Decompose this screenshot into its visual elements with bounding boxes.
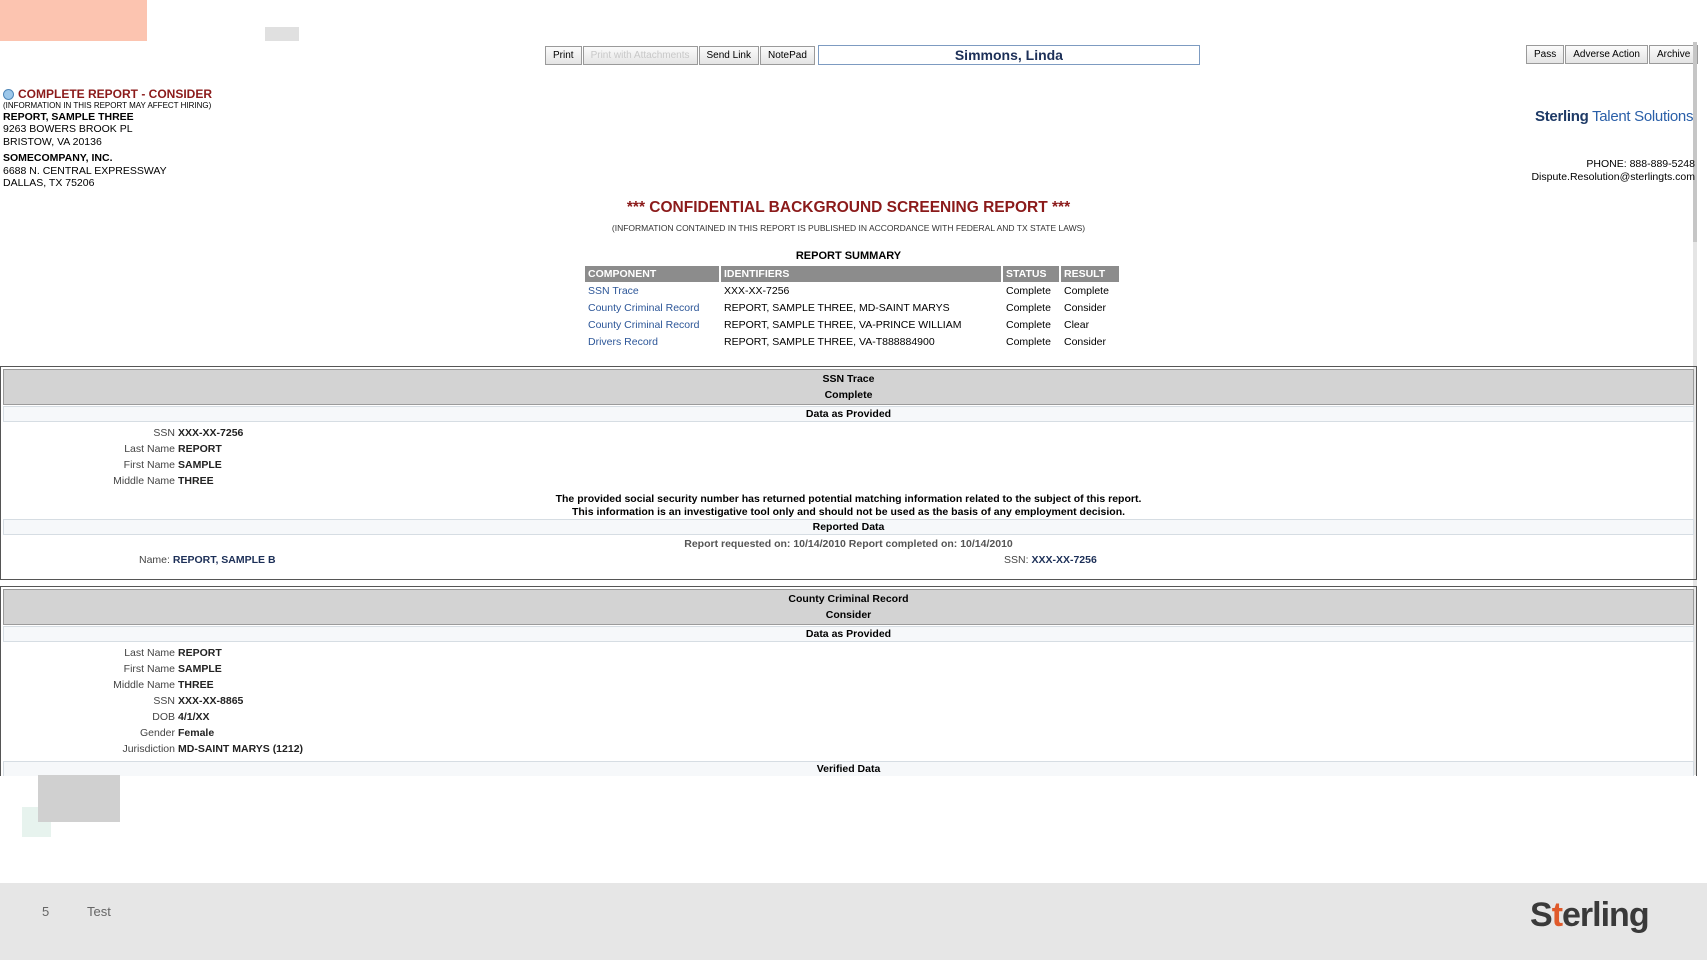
field-label: Last Name: [124, 647, 175, 659]
field-row: [1, 725, 1696, 741]
report-subtitle: (INFORMATION CONTAINED IN THIS REPORT IS PUBLISHED IN ACCORDANCE WITH FEDERAL AND TX STATE LAWS): [611, 223, 1086, 233]
field-row: [1, 677, 1696, 693]
subject-address-line1: 9263 BOWERS BROOK PL: [3, 123, 133, 135]
result-cell: Clear: [1064, 318, 1090, 331]
pass-button[interactable]: Pass: [1526, 45, 1564, 64]
contact-email[interactable]: Dispute.Resolution@sterlingts.com: [1531, 171, 1695, 183]
field-value: XXX-XX-8865: [178, 695, 244, 707]
footer-label: Test: [87, 904, 111, 919]
data-provided-header: Data as Provided: [3, 626, 1694, 642]
notice-line2: This information is an investigative tool only and should not be used as the basis of any employment decision.: [571, 505, 1126, 518]
identifier-cell: REPORT, SAMPLE THREE, VA-PRINCE WILLIAM: [724, 318, 962, 331]
field-value: Female: [178, 727, 215, 739]
field-value: SAMPLE: [178, 459, 222, 471]
table-row: [585, 299, 1120, 316]
component-link[interactable]: County Criminal Record: [588, 318, 700, 331]
field-value: THREE: [178, 475, 214, 487]
name-label: Name:: [139, 554, 170, 566]
logo-accent: t: [1551, 896, 1563, 934]
field-value: 4/1/XX: [178, 711, 210, 723]
col-component: COMPONENT: [585, 266, 720, 282]
component-link[interactable]: SSN Trace: [588, 284, 639, 297]
field-value: XXX-XX-7256: [178, 427, 244, 439]
decorative-block: [0, 0, 147, 41]
field-row: [1, 693, 1696, 709]
decorative-block: [38, 775, 120, 822]
section-header: [3, 589, 1694, 625]
slide-background: [0, 776, 1707, 883]
name-value: REPORT, SAMPLE B: [172, 554, 276, 566]
field-row: [1, 645, 1696, 661]
field-row: [1, 741, 1696, 757]
table-row: [585, 282, 1120, 299]
result-cell: Consider: [1064, 301, 1107, 314]
brand-name: Sterling: [1535, 108, 1589, 125]
subject-name: REPORT, SAMPLE THREE: [3, 110, 134, 123]
summary-header-row: [585, 266, 1120, 282]
field-label: SSN: [153, 427, 175, 439]
field-value: SAMPLE: [178, 663, 222, 675]
field-value: MD-SAINT MARYS (1212): [178, 743, 304, 755]
ssn-notice: [1, 493, 1696, 518]
ssn-label: SSN:: [1004, 554, 1029, 566]
status-cell: Complete: [1006, 318, 1051, 331]
archive-button[interactable]: Archive: [1649, 45, 1698, 64]
field-row: [1, 473, 1696, 489]
report-header: [3, 88, 212, 190]
notice-line1: The provided social security number has returned potential matching information related to the subject of this report.: [555, 493, 1142, 505]
col-identifiers: IDENTIFIERS: [720, 266, 1002, 282]
report-status: [3, 88, 212, 101]
field-label: First Name: [123, 459, 175, 471]
result-cell: Consider: [1064, 335, 1107, 348]
contact-info: [1531, 158, 1695, 184]
decision-toolbar: [1526, 45, 1699, 64]
notepad-button[interactable]: NotePad: [760, 46, 815, 65]
sterling-talent-logo: [1535, 108, 1693, 125]
ssn-trace-section: [0, 366, 1697, 580]
logo-part: erling: [1562, 896, 1649, 934]
slide-footer: [0, 883, 1707, 960]
report-title: *** CONFIDENTIAL BACKGROUND SCREENING REPORT ***: [626, 199, 1071, 216]
report-toolbar: [545, 45, 1200, 65]
reported-ssn: [1004, 554, 1097, 566]
table-row: [585, 316, 1120, 333]
status-dot-icon: [3, 89, 14, 100]
reported-data-header: Reported Data: [3, 519, 1694, 535]
reported-row: [1, 552, 1696, 570]
subject-address-line2: BRISTOW, VA 20136: [3, 135, 102, 148]
field-row: [1, 441, 1696, 457]
report-status-text: COMPLETE REPORT - CONSIDER: [18, 87, 213, 101]
field-row: [1, 425, 1696, 441]
logo-part: S: [1530, 896, 1552, 934]
decorative-block: [265, 27, 299, 41]
component-link[interactable]: County Criminal Record: [588, 301, 700, 314]
col-result: RESULT: [1060, 266, 1120, 282]
company-address-line1: 6688 N. CENTRAL EXPRESSWAY: [3, 164, 167, 177]
section-header: [3, 369, 1694, 405]
field-row: [1, 661, 1696, 677]
print-button[interactable]: Print: [545, 46, 582, 65]
brand-tagline: Talent Solutions: [1592, 108, 1694, 125]
section-title: SSN Trace: [822, 373, 875, 385]
col-status: STATUS: [1002, 266, 1060, 282]
summary-table: [585, 266, 1121, 350]
reported-name: [139, 554, 276, 566]
contact-phone: PHONE: 888-889-5248: [1586, 158, 1695, 170]
field-label: First Name: [123, 663, 175, 675]
component-link[interactable]: Drivers Record: [588, 335, 659, 348]
section-status: Consider: [825, 609, 872, 621]
company-name: SOMECOMPANY, INC.: [3, 152, 113, 164]
field-label: Middle Name: [113, 475, 175, 487]
field-row: [1, 709, 1696, 725]
data-provided-header: Data as Provided: [3, 406, 1694, 422]
identifier-cell: XXX-XX-7256: [724, 284, 790, 297]
ssn-value: XXX-XX-7256: [1031, 554, 1097, 566]
table-row: [585, 333, 1120, 350]
section-status: Complete: [824, 389, 873, 401]
page-number: 5: [42, 904, 50, 919]
sterling-logo: [1530, 896, 1649, 935]
field-label: DOB: [152, 711, 175, 723]
company-address-line2: DALLAS, TX 75206: [3, 177, 95, 189]
field-label: Middle Name: [113, 679, 175, 691]
identifier-cell: REPORT, SAMPLE THREE, VA-T888884900: [724, 335, 935, 348]
field-value: THREE: [178, 679, 214, 691]
print-with-attachments-button[interactable]: Print with Attachments: [583, 46, 698, 65]
field-label: SSN: [153, 695, 175, 707]
field-value: REPORT: [178, 647, 222, 659]
field-label: Gender: [139, 727, 175, 739]
send-link-button[interactable]: Send Link: [699, 46, 759, 65]
status-cell: Complete: [1006, 284, 1051, 297]
status-cell: Complete: [1006, 335, 1051, 348]
field-value: REPORT: [178, 443, 222, 455]
adverse-action-button[interactable]: Adverse Action: [1565, 45, 1648, 64]
status-note: (INFORMATION IN THIS REPORT MAY AFFECT HIRING): [3, 100, 212, 110]
verified-data-header: Verified Data: [3, 761, 1694, 776]
field-label: Last Name: [124, 443, 175, 455]
request-dates: Report requested on: 10/14/2010 Report completed on: 10/14/2010: [684, 538, 1013, 550]
field-label: Jurisdiction: [122, 743, 175, 755]
field-row: [1, 457, 1696, 473]
county-criminal-section: [0, 586, 1697, 776]
summary-title: REPORT SUMMARY: [795, 250, 902, 262]
identifier-cell: REPORT, SAMPLE THREE, MD-SAINT MARYS: [724, 301, 950, 314]
status-cell: Complete: [1006, 301, 1051, 314]
result-cell: Complete: [1064, 284, 1109, 297]
candidate-name-field[interactable]: Simmons, Linda: [818, 45, 1200, 65]
section-title: County Criminal Record: [788, 593, 909, 605]
